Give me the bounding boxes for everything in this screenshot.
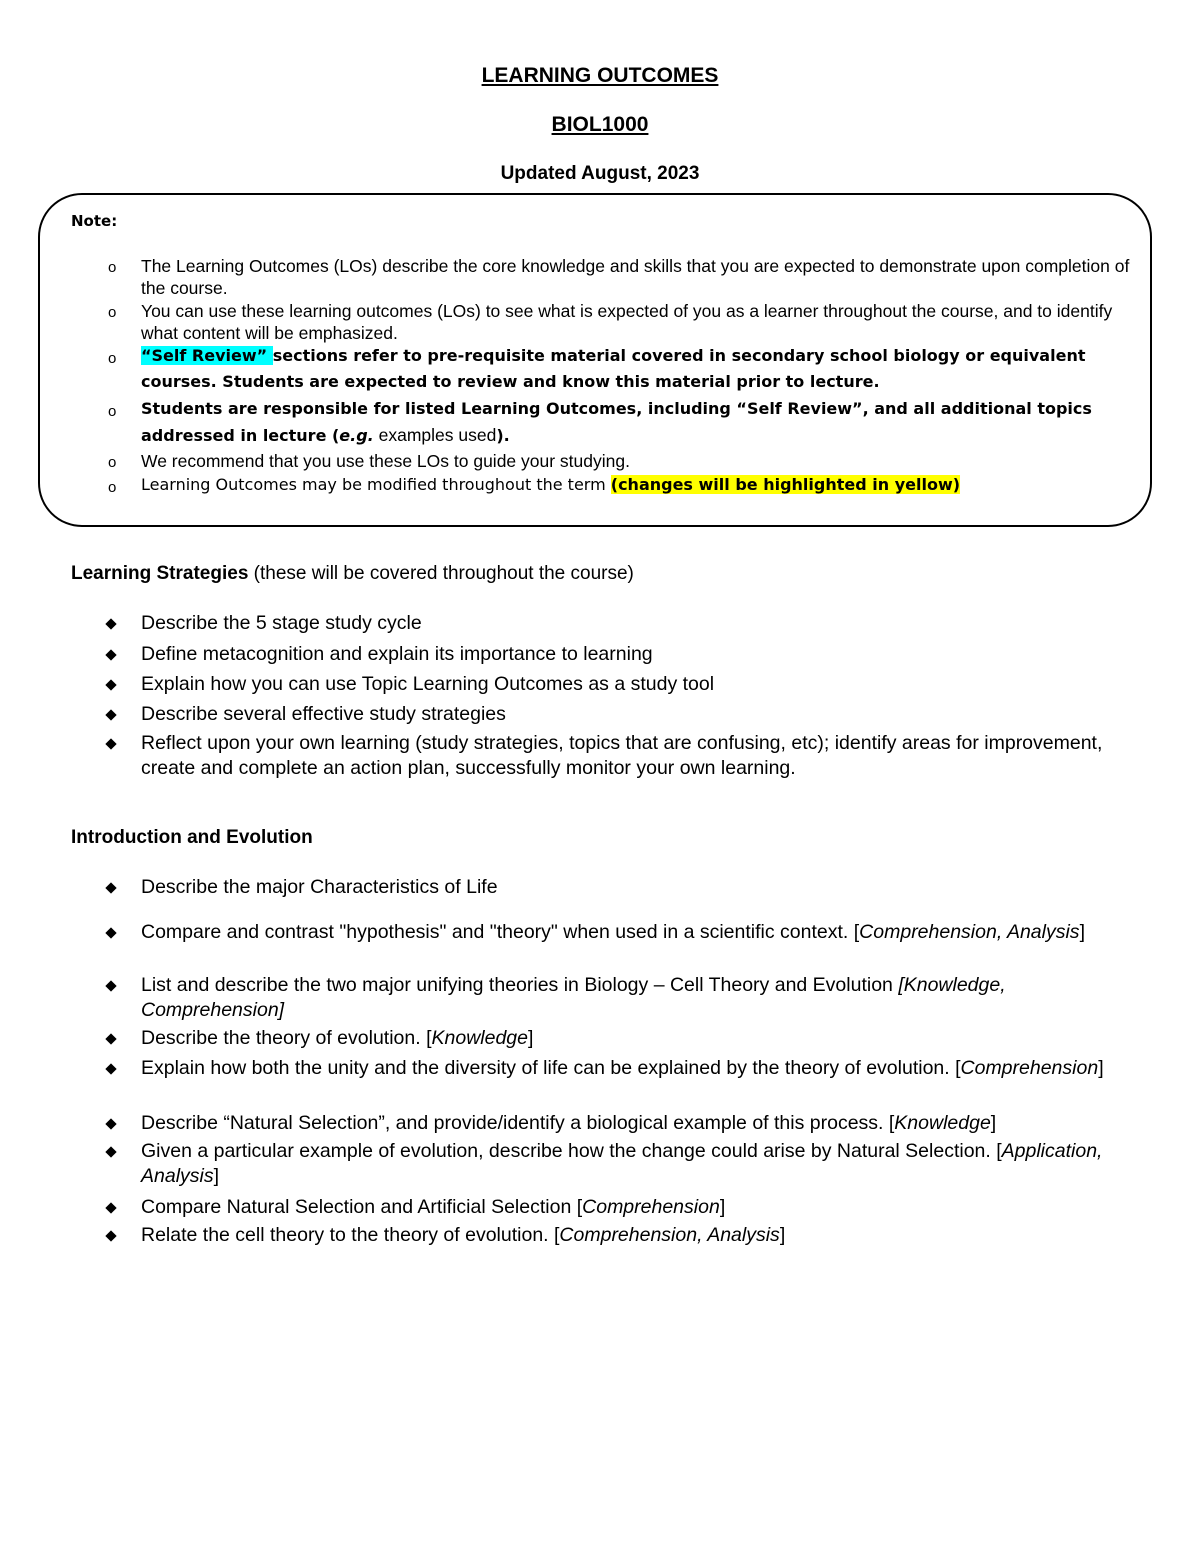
list-item-text: Describe “Natural Selection”, and provide/identify a biological example of this process. [Knowledge]	[141, 1112, 997, 1134]
note-item-text	[141, 343, 1136, 395]
list-item-text: Given a particular example of evolution, describe how the change could arise by Natural Selection. [Application, Analysis]	[141, 1140, 1103, 1187]
diamond-bullet-icon	[105, 1146, 116, 1157]
circle-bullet-icon: o	[108, 304, 117, 321]
page-title: LEARNING OUTCOMES	[481, 64, 719, 87]
updated-date: Updated August, 2023	[500, 163, 700, 184]
list-item-text: Describe the major Characteristics of Life	[141, 876, 498, 898]
circle-bullet-icon: o	[108, 403, 117, 420]
list-item-text: Explain how both the unity and the diversity of life can be explained by the theory of evolution. [Comprehension]	[141, 1057, 1104, 1079]
diamond-bullet-icon	[105, 738, 116, 749]
course-code: BIOL1000	[551, 113, 649, 136]
diamond-bullet-icon	[105, 1230, 116, 1241]
self-review-highlight: “Self Review”	[141, 346, 273, 365]
list-item-text: Reflect upon your own learning (study strategies, topics that are confusing, etc); identify areas for improvement, create and complete an action plan, successfully monitor your own learning.	[141, 732, 1103, 779]
diamond-bullet-icon	[105, 649, 116, 660]
list-item-text: Relate the cell theory to the theory of evolution. [Comprehension, Analysis]	[141, 1224, 786, 1246]
learning-strategies-heading: Learning Strategies (these will be covered throughout the course)	[71, 563, 634, 584]
note-item-examples: examples used	[373, 425, 497, 445]
note-item-text: You can use these learning outcomes (LOs) to see what is expected of you as a learner throughout the course, and to identify what content will be emphasized.	[141, 301, 1113, 343]
note-item-text	[141, 396, 1136, 449]
yellow-highlight: (changes will be highlighted in yellow)	[610, 475, 961, 494]
list-item-text: Compare and contrast "hypothesis" and "theory" when used in a scientific context. [Comprehension, Analysis]	[141, 921, 1085, 943]
diamond-bullet-icon	[105, 1118, 116, 1129]
note-item-rest: sections refer to pre-requisite material covered in secondary school biology or equivalent courses. Students are expected to review and know this material prior to lecture.	[141, 346, 1086, 391]
note-item-end: ).	[496, 426, 510, 445]
note-item-eg: e.g.	[339, 426, 374, 445]
diamond-bullet-icon	[105, 1063, 116, 1074]
intro-evolution-heading: Introduction and Evolution	[71, 827, 313, 848]
list-item-text: Compare Natural Selection and Artificial Selection [Comprehension]	[141, 1196, 726, 1218]
diamond-bullet-icon	[105, 1202, 116, 1213]
list-item-text: Describe several effective study strategies	[141, 703, 506, 725]
diamond-bullet-icon	[105, 1033, 116, 1044]
list-item-text: Explain how you can use Topic Learning Outcomes as a study tool	[141, 673, 715, 695]
list-item-text: List and describe the two major unifying theories in Biology – Cell Theory and Evolution [Knowledge, Comprehension]	[141, 974, 1006, 1021]
circle-bullet-icon: o	[108, 259, 117, 276]
note-item-part: Learning Outcomes may be modified throughout the term	[141, 475, 611, 494]
note-item-part: Students are responsible for listed Learning Outcomes, including “Self Review”, and all additional topics addressed in lecture (	[141, 399, 1092, 445]
circle-bullet-icon: o	[108, 479, 117, 496]
diamond-bullet-icon	[105, 927, 116, 938]
diamond-bullet-icon	[105, 618, 116, 629]
diamond-bullet-icon	[105, 882, 116, 893]
list-item-text: Describe the theory of evolution. [Knowledge]	[141, 1027, 534, 1049]
note-item-text: The Learning Outcomes (LOs) describe the core knowledge and skills that you are expected to demonstrate upon completion of the course.	[141, 256, 1130, 298]
list-item-text: Describe the 5 stage study cycle	[141, 612, 422, 634]
circle-bullet-icon: o	[108, 454, 117, 471]
note-item-text	[141, 472, 1136, 498]
circle-bullet-icon: o	[108, 350, 117, 367]
diamond-bullet-icon	[105, 709, 116, 720]
note-label: Note:	[71, 212, 118, 230]
diamond-bullet-icon	[105, 980, 116, 991]
note-item-text: We recommend that you use these LOs to guide your studying.	[141, 451, 630, 471]
list-item-text: Define metacognition and explain its importance to learning	[141, 643, 653, 665]
diamond-bullet-icon	[105, 679, 116, 690]
